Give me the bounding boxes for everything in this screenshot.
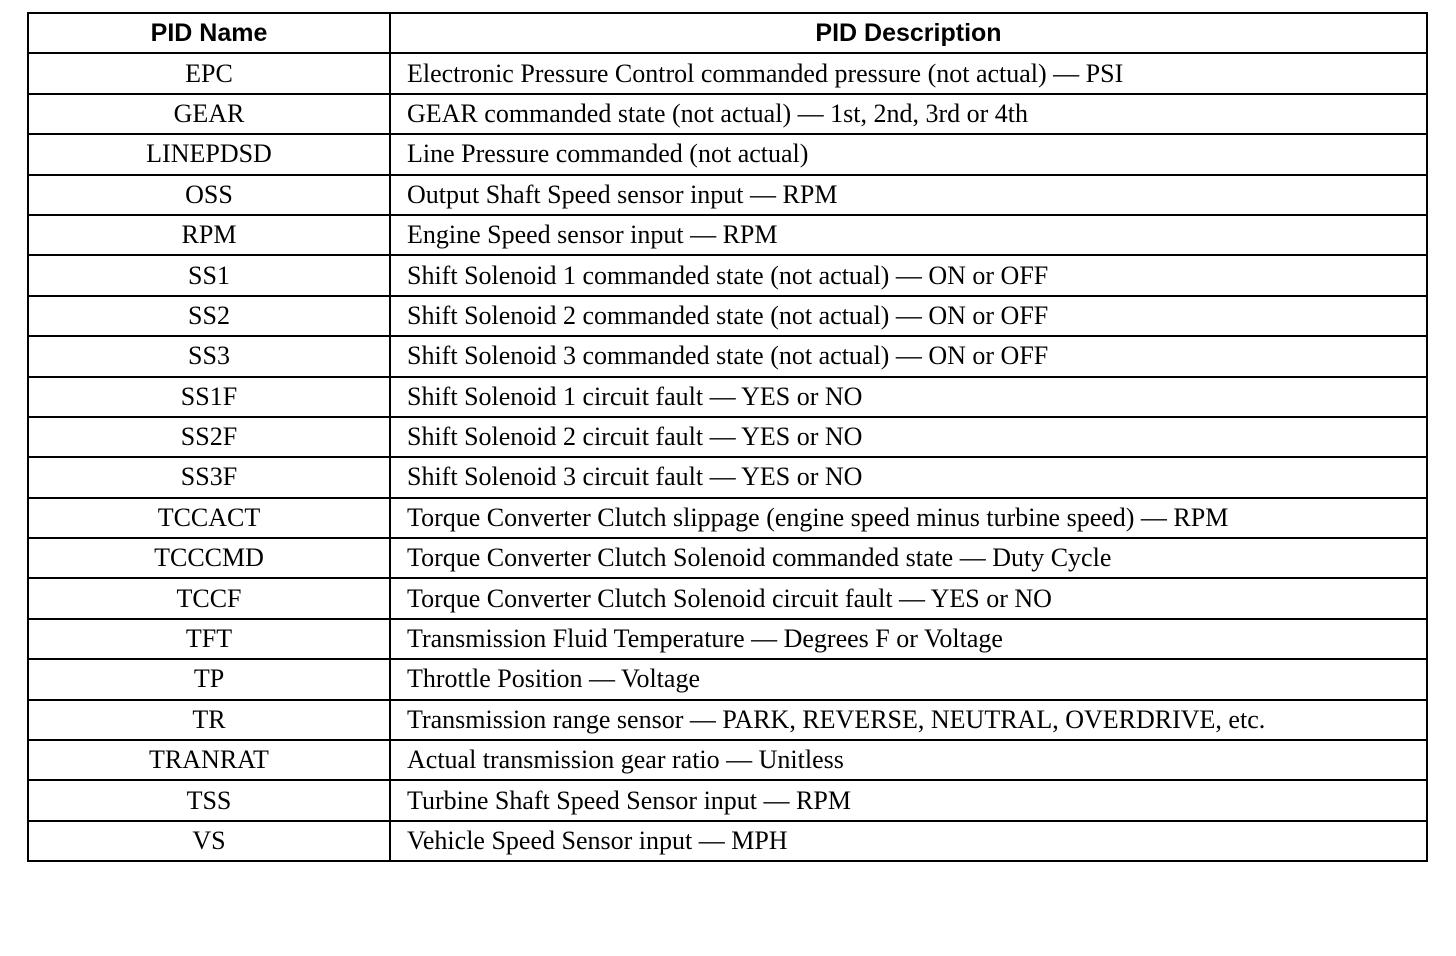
- table-row: [28, 255, 1427, 295]
- pid-description-cell: Transmission range sensor — PARK, REVERSE, NEUTRAL, OVERDRIVE, etc.: [390, 700, 1427, 740]
- pid-name-cell: SS2: [28, 296, 390, 336]
- table-row: [28, 740, 1427, 780]
- pid-name-cell: RPM: [28, 215, 390, 255]
- pid-name-cell: SS1: [28, 255, 390, 295]
- pid-description-cell: Throttle Position — Voltage: [390, 659, 1427, 699]
- pid-description-cell: Turbine Shaft Speed Sensor input — RPM: [390, 780, 1427, 820]
- pid-name-cell: SS3F: [28, 457, 390, 497]
- table-row: [28, 619, 1427, 659]
- pid-description-cell: Torque Converter Clutch slippage (engine speed minus turbine speed) — RPM: [390, 498, 1427, 538]
- pid-description-cell: Shift Solenoid 2 commanded state (not actual) — ON or OFF: [390, 296, 1427, 336]
- table-row: [28, 821, 1427, 861]
- table-row: [28, 578, 1427, 618]
- header-pid-name: PID Name: [28, 13, 390, 53]
- table-row: [28, 134, 1427, 174]
- pid-description-cell: Shift Solenoid 3 commanded state (not actual) — ON or OFF: [390, 336, 1427, 376]
- pid-name-cell: EPC: [28, 53, 390, 93]
- table-row: [28, 215, 1427, 255]
- pid-description-cell: Output Shaft Speed sensor input — RPM: [390, 175, 1427, 215]
- pid-name-cell: TRANRAT: [28, 740, 390, 780]
- pid-description-cell: Shift Solenoid 1 circuit fault — YES or NO: [390, 377, 1427, 417]
- table-row: [28, 94, 1427, 134]
- table-body: [28, 53, 1427, 861]
- pid-name-cell: TFT: [28, 619, 390, 659]
- table-row: [28, 417, 1427, 457]
- pid-name-cell: TR: [28, 700, 390, 740]
- pid-name-cell: TCCACT: [28, 498, 390, 538]
- pid-name-cell: SS3: [28, 336, 390, 376]
- table-header: [28, 13, 1427, 53]
- pid-name-cell: TCCCMD: [28, 538, 390, 578]
- pid-name-cell: SS1F: [28, 377, 390, 417]
- pid-name-cell: LINEPDSD: [28, 134, 390, 174]
- pid-name-cell: TP: [28, 659, 390, 699]
- pid-name-cell: GEAR: [28, 94, 390, 134]
- pid-description-cell: Electronic Pressure Control commanded pressure (not actual) — PSI: [390, 53, 1427, 93]
- pid-description-cell: Line Pressure commanded (not actual): [390, 134, 1427, 174]
- pid-description-cell: GEAR commanded state (not actual) — 1st, 2nd, 3rd or 4th: [390, 94, 1427, 134]
- header-pid-description: PID Description: [390, 13, 1427, 53]
- pid-description-cell: Torque Converter Clutch Solenoid circuit fault — YES or NO: [390, 578, 1427, 618]
- pid-description-cell: Transmission Fluid Temperature — Degrees F or Voltage: [390, 619, 1427, 659]
- pid-description-cell: Actual transmission gear ratio — Unitless: [390, 740, 1427, 780]
- table-row: [28, 53, 1427, 93]
- pid-table: [27, 12, 1428, 862]
- table-row: [28, 498, 1427, 538]
- pid-description-cell: Shift Solenoid 3 circuit fault — YES or NO: [390, 457, 1427, 497]
- table-row: [28, 780, 1427, 820]
- pid-description-cell: Shift Solenoid 1 commanded state (not actual) — ON or OFF: [390, 255, 1427, 295]
- pid-description-cell: Engine Speed sensor input — RPM: [390, 215, 1427, 255]
- table-row: [28, 377, 1427, 417]
- table-row: [28, 457, 1427, 497]
- pid-name-cell: TCCF: [28, 578, 390, 618]
- table-row: [28, 659, 1427, 699]
- pid-name-cell: TSS: [28, 780, 390, 820]
- pid-description-cell: Vehicle Speed Sensor input — MPH: [390, 821, 1427, 861]
- pid-name-cell: VS: [28, 821, 390, 861]
- pid-name-cell: SS2F: [28, 417, 390, 457]
- header-row: [28, 13, 1427, 53]
- table-row: [28, 700, 1427, 740]
- pid-description-cell: Torque Converter Clutch Solenoid commanded state — Duty Cycle: [390, 538, 1427, 578]
- pid-description-cell: Shift Solenoid 2 circuit fault — YES or NO: [390, 417, 1427, 457]
- pid-name-cell: OSS: [28, 175, 390, 215]
- table-row: [28, 336, 1427, 376]
- table-row: [28, 538, 1427, 578]
- table-row: [28, 175, 1427, 215]
- table-row: [28, 296, 1427, 336]
